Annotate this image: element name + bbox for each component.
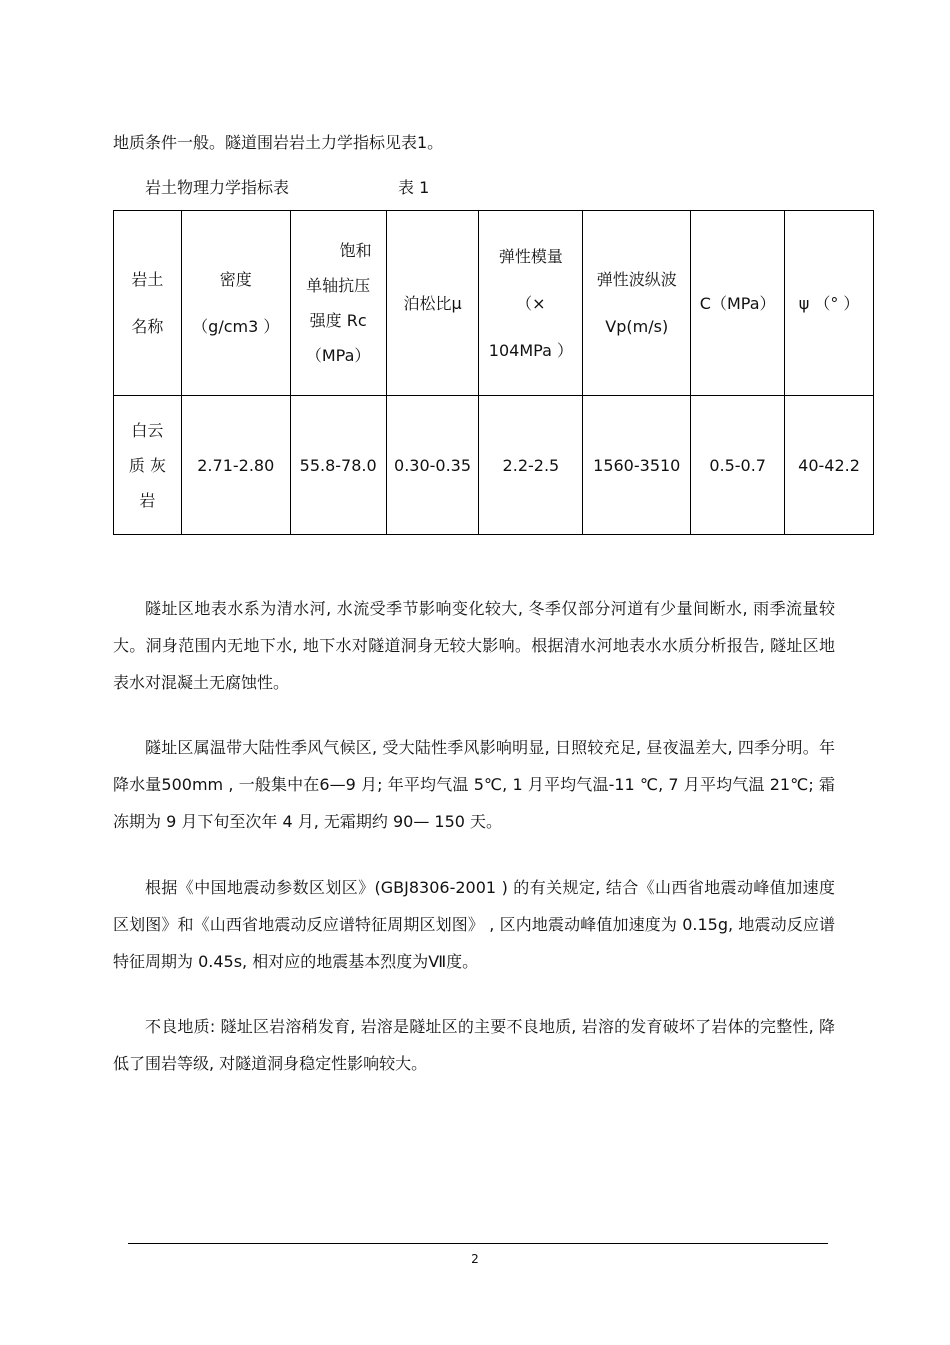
header-poisson bbox=[386, 211, 479, 396]
cell-cohesion: 0.5-0.7 bbox=[691, 396, 785, 535]
table-number: 表 1 bbox=[398, 178, 430, 197]
footer-rule bbox=[128, 1243, 828, 1244]
header-density-l1: 密度 bbox=[219, 270, 252, 289]
cell-density: 2.71-2.80 bbox=[181, 396, 290, 535]
header-modulus-l3: 104MPa ） bbox=[488, 340, 573, 360]
header-modulus-l2: （× bbox=[516, 293, 546, 313]
cell-poisson: 0.30-0.35 bbox=[386, 396, 479, 535]
header-modulus-l1: 弹性模量 bbox=[498, 246, 563, 266]
cell-wave: 1560-3510 bbox=[583, 396, 691, 535]
cell-strength: 55.8-78.0 bbox=[290, 396, 386, 535]
header-wave-l1: 弹性波纵波 bbox=[596, 270, 677, 289]
header-strength-l1: 饱和 bbox=[339, 241, 372, 260]
header-wave-l2: Vp(m/s) bbox=[605, 317, 669, 336]
cell-rock-name-l1: 白云 bbox=[131, 420, 164, 440]
paragraph-adverse-geology: 不良地质: 隧址区岩溶稍发育, 岩溶是隧址区的主要不良地质, 岩溶的发育破坏了岩体的完整性, 降低了围岩等级, 对隧道洞身稳定性影响较大。 bbox=[113, 1017, 835, 1073]
table-header-row bbox=[114, 211, 874, 396]
header-poisson-l1: 泊松比μ bbox=[403, 293, 462, 313]
cell-modulus: 2.2-2.5 bbox=[479, 396, 583, 535]
cell-rock-name-l2: 质 灰 bbox=[128, 455, 166, 475]
header-strength-l2: 单轴抗压 bbox=[306, 276, 371, 295]
header-cohesion bbox=[691, 211, 785, 396]
cell-rock-name bbox=[114, 396, 182, 535]
header-wave bbox=[583, 211, 691, 396]
header-rock-name-l2: 名称 bbox=[131, 317, 164, 336]
rock-properties-table bbox=[113, 210, 874, 535]
intro-line: 地质条件一般。隧道围岩岩土力学指标见表1。 bbox=[113, 133, 444, 152]
paragraph-seismic: 根据《中国地震动参数区划区》(GBJ8306-2001 ) 的有关规定, 结合《山西省地震动峰值加速度区划图》和《山西省地震动反应谱特征周期区划图》 , 区内地震动峰值加速度为 0.15g, 地震动反应谱特征周期为 0.45s, 相对应的地震基本烈度为Ⅶ度。 bbox=[113, 878, 835, 971]
header-rock-name bbox=[114, 211, 182, 396]
header-cohesion-l1: C（MPa） bbox=[699, 293, 776, 313]
page-number: 2 bbox=[471, 1252, 479, 1266]
cell-rock-name-l3: 岩 bbox=[139, 490, 156, 510]
paragraph-water: 隧址区地表水系为清水河, 水流受季节影响变化较大, 冬季仅部分河道有少量间断水, 雨季流量较大。洞身范围内无地下水, 地下水对隧道洞身无较大影响。根据清水河地表水水质分析报告, 隧址区地表水对混凝土无腐蚀性。 bbox=[113, 599, 835, 692]
header-strength bbox=[290, 211, 386, 396]
table-title: 岩土物理力学指标表 bbox=[145, 178, 290, 197]
cell-friction-angle: 40-42.2 bbox=[785, 396, 874, 535]
table-row bbox=[114, 396, 874, 535]
header-modulus bbox=[479, 211, 583, 396]
header-friction-angle bbox=[785, 211, 874, 396]
header-density-l2: （g/cm3 ） bbox=[192, 317, 280, 336]
header-strength-l4: （MPa） bbox=[305, 346, 371, 365]
header-rock-name-l1: 岩土 bbox=[131, 270, 164, 289]
header-density bbox=[181, 211, 290, 396]
header-strength-l3: 强度 Rc bbox=[309, 311, 367, 330]
paragraph-climate: 隧址区属温带大陆性季风气候区, 受大陆性季风影响明显, 日照较充足, 昼夜温差大, 四季分明。年降水量500mm , 一般集中在6—9 月; 年平均气温 5℃, 1 月平均气温-11 ℃, 7 月平均气温 21℃; 霜冻期为 9 月下旬至次年 4 月, 无霜期约 90— 150 天。 bbox=[113, 738, 835, 831]
header-friction-angle-l1: ψ （° ） bbox=[798, 293, 860, 313]
